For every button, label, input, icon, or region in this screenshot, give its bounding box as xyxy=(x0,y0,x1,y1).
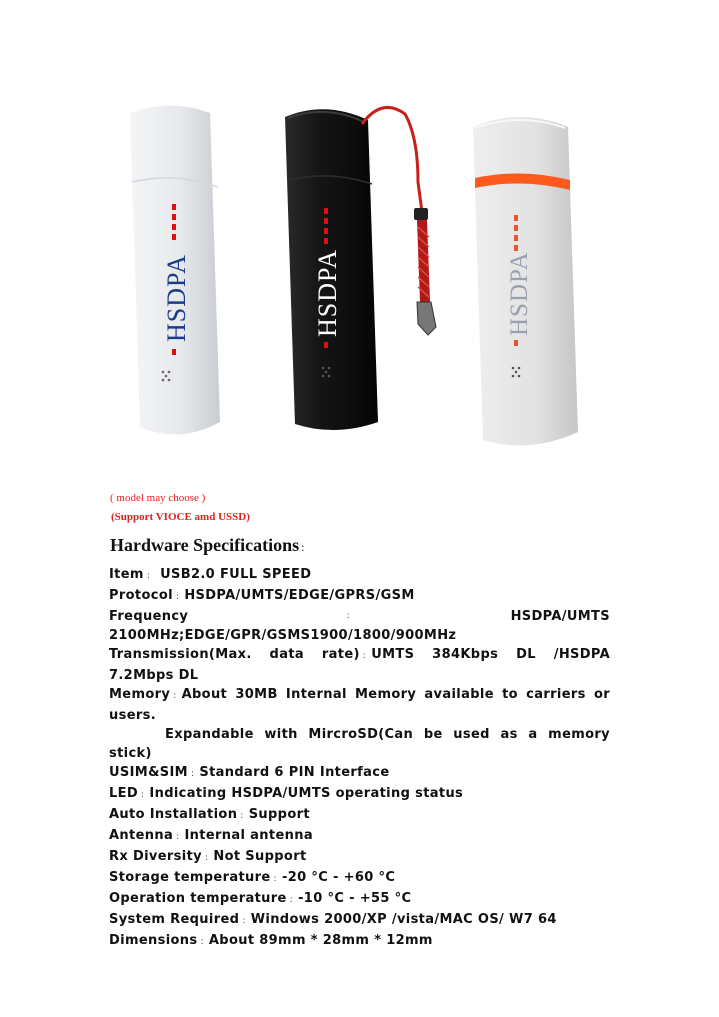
spec-transmission: Transmission(Max. data rate) : UMTS 384Kbps DL /HSDPA 7.2Mbps DL xyxy=(109,647,610,683)
spec-value: USB2.0 FULL SPEED xyxy=(160,567,312,582)
spec-rx-diversity: Rx Diversity : Not Support xyxy=(109,849,307,864)
spec-value: UMTS 384Kbps DL /HSDPA 7.2Mbps DL xyxy=(109,647,610,683)
heading-colon: : xyxy=(301,540,305,554)
spec-storage-temperature: Storage temperature : -20 °C - +60 °C xyxy=(109,870,396,885)
white-usb-modem xyxy=(130,105,220,435)
spec-usim: USIM&SIM : Standard 6 PIN Interface xyxy=(109,765,390,780)
spec-label: LED xyxy=(109,786,139,801)
spec-label: Protocol xyxy=(109,588,173,603)
spec-label: Storage temperature xyxy=(109,870,271,885)
spec-system-required: System Required : Windows 2000/XP /vista/MAC OS/ W7 64 xyxy=(109,912,557,927)
spec-label: Transmission(Max. data rate) xyxy=(109,647,360,662)
spec-label: Item xyxy=(109,567,144,582)
heading-title: Hardware Specifications xyxy=(110,535,300,555)
spec-antenna: Antenna : Internal antenna xyxy=(109,828,313,843)
spec-item: Item : USB2.0 FULL SPEED xyxy=(109,567,312,582)
spec-operation-temperature: Operation temperature : -10 °C - +55 °C xyxy=(109,891,412,906)
spec-label: Frequency xyxy=(109,609,189,624)
spec-value: Indicating HSDPA/UMTS operating status xyxy=(149,786,464,801)
spec-value: -20 °C - +60 °C xyxy=(281,870,396,885)
spec-label: Operation temperature xyxy=(109,891,287,906)
spec-value: Support xyxy=(248,807,310,822)
spec-label: Memory xyxy=(109,687,171,702)
spec-label: Antenna xyxy=(109,828,174,843)
spec-protocol: Protocol : HSDPA/UMTS/EDGE/GPRS/GSM xyxy=(109,588,415,603)
spec-led: LED : Indicating HSDPA/UMTS operating status xyxy=(109,786,464,801)
spec-value: Standard 6 PIN Interface xyxy=(199,765,390,780)
spec-value: HSDPA/UMTS xyxy=(510,609,610,624)
spec-label: Auto Installation xyxy=(109,807,238,822)
spec-memory: Memory : About 30MB Internal Memory available to carriers or users. xyxy=(109,687,610,723)
spec-value: -10 °C - +55 °C xyxy=(298,891,412,906)
spec-frequency: Frequency : HSDPA/UMTS xyxy=(109,609,610,624)
product-photo xyxy=(100,92,620,462)
spec-label: Rx Diversity xyxy=(109,849,202,864)
orange-band-usb-modem xyxy=(473,117,578,445)
spec-value: About 30MB Internal Memory available to carriers or users. xyxy=(109,687,610,723)
spec-label: USIM&SIM xyxy=(109,765,188,780)
hsdpa-label: HSDPA xyxy=(313,249,342,337)
spec-dimensions: Dimensions : About 89mm * 28mm * 12mm xyxy=(109,933,433,948)
spec-value: HSDPA/UMTS/EDGE/GPRS/GSM xyxy=(184,588,415,603)
spec-frequency-cont xyxy=(109,626,610,645)
model-note: ( model may choose ) xyxy=(110,492,206,504)
support-note: (Support VIOCE amd USSD) xyxy=(111,511,250,523)
hardware-specifications-heading xyxy=(110,535,305,556)
spec-value: Internal antenna xyxy=(184,828,313,843)
spec-label: Dimensions xyxy=(109,933,198,948)
black-usb-modem xyxy=(285,107,436,430)
spec-list xyxy=(109,565,610,952)
spec-value: Not Support xyxy=(213,849,307,864)
spec-value: 2100MHz;EDGE/GPR/GSMS1900/1800/900MHz xyxy=(109,628,457,643)
spec-value: About 89mm * 28mm * 12mm xyxy=(208,933,433,948)
spec-memory-extra: Expandable with MircroSD(Can be used as a memory stick) xyxy=(109,727,610,761)
spec-label: System Required xyxy=(109,912,240,927)
spec-value: Windows 2000/XP /vista/MAC OS/ W7 64 xyxy=(250,912,557,927)
hsdpa-label: HSDPA xyxy=(162,254,191,342)
spec-auto-installation: Auto Installation : Support xyxy=(109,807,310,822)
hsdpa-label: HSDPA xyxy=(506,251,533,336)
